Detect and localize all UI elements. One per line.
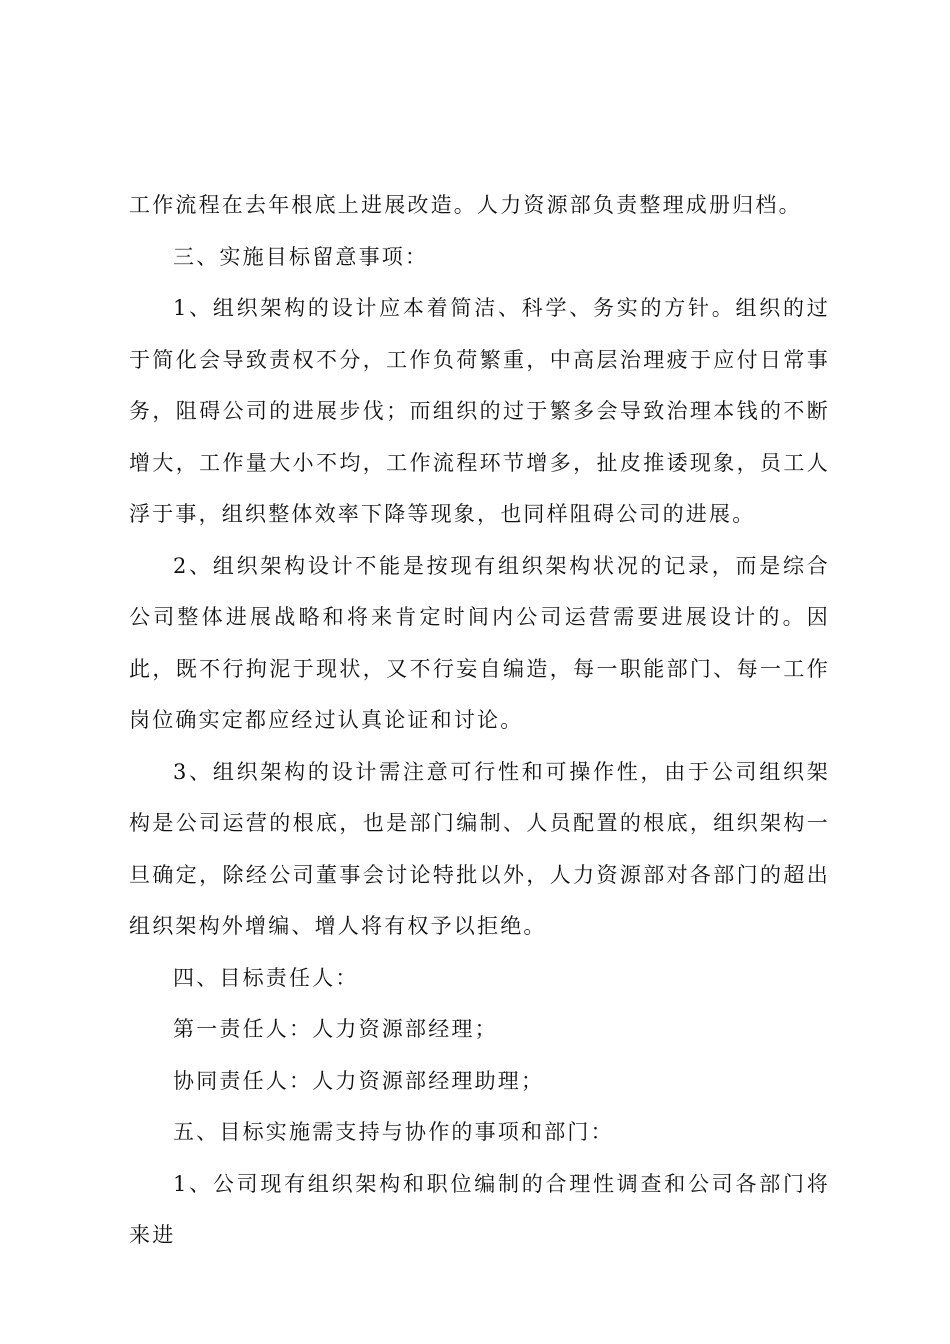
- section-heading-4: 四、目标责任人：: [173, 965, 359, 990]
- co-responsible-line: 协同责任人：人力资源部经理助理；: [173, 1068, 545, 1093]
- section-heading-3: 三、实施目标留意事项：: [173, 244, 429, 269]
- paragraph-item-1: 1、组织架构的设计应本着简洁、科学、务实的方针。组织的过于简化会导致责权不分，工作负荷繁重，中高层治理疲于应付日常事务，阻碍公司的进展步伐；而组织的过于繁多会导致治理本钱的不断增大，工作量大小不均，工作流程环节增多，扯皮推诿现象，员工人浮于事，组织整体效率下降等现象，也同样阻碍公司的进展。: [129, 296, 830, 526]
- paragraph-item-2: 2、组织架构设计不能是按现有组织架构状况的记录，而是综合公司整体进展战略和将来肯定时间内公司运营需要进展设计的。因此，既不行拘泥于现状，又不行妄自编造，每一职能部门、每一工作岗位确实定都应经过认真论证和讨论。: [129, 553, 830, 732]
- primary-responsible-line: 第一责任人：人力资源部经理；: [173, 1017, 498, 1041]
- paragraph-continuation: 工作流程在去年根底上进展改造。人力资源部负责整理成册归档。: [129, 193, 802, 217]
- paragraph-item-3: 3、组织架构的设计需注意可行性和可操作性，由于公司组织架构是公司运营的根底，也是部门编制、人员配置的根底，组织架构一旦确定，除经公司董事会讨论特批以外，人力资源部对各部门的超出组织架构外增编、增人将有权予以拒绝。: [129, 759, 830, 938]
- paragraph-item-5-1: 1、公司现有组织架构和职位编制的合理性调查和公司各部门将来进: [129, 1171, 830, 1247]
- section-heading-5: 五、目标实施需支持与协作的事项和部门：: [173, 1120, 614, 1144]
- document-body: [129, 180, 830, 1262]
